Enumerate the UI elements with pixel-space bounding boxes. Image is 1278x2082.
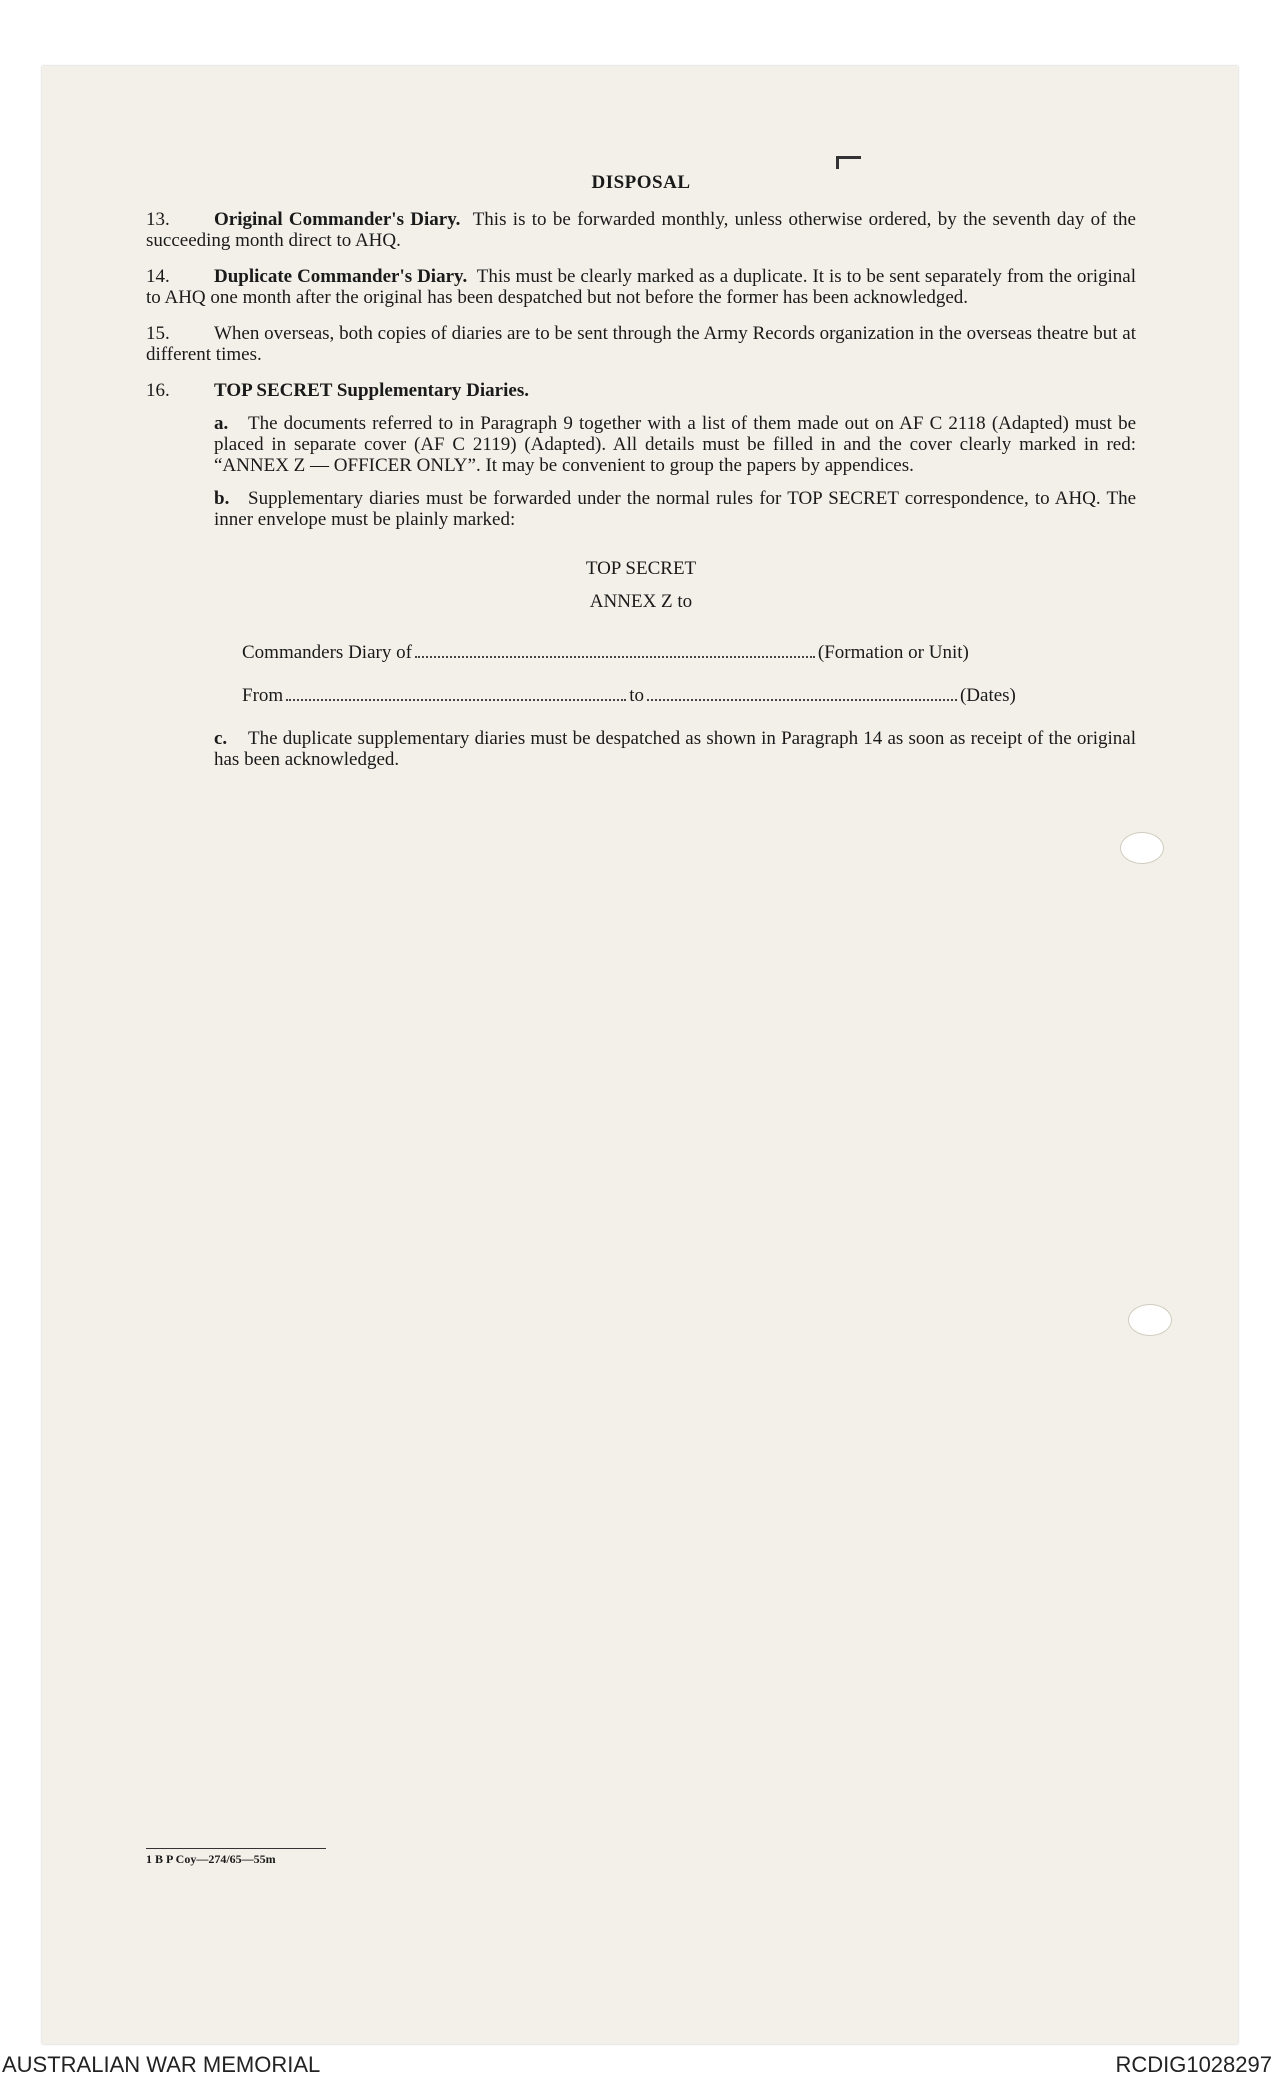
archive-caption (0, 2046, 1278, 2082)
paragraph-title: TOP SECRET Supplementary Diaries. (214, 380, 529, 401)
subparagraph-a (214, 413, 1136, 476)
marking-top-secret: TOP SECRET (585, 558, 697, 579)
paragraph-title: Duplicate Commander's Diary. (214, 266, 468, 287)
from-label: From (242, 685, 284, 706)
subparagraph-text: The duplicate supplementary diaries must be despatched as shown in Paragraph 14 as soon as receipt of the original has been acknowledged. (214, 728, 1136, 770)
punch-hole-upper (1120, 832, 1164, 864)
to-label: to (629, 685, 644, 706)
subparagraph-text: The documents referred to in Paragraph 9 together with a list of them made out on AF C 2118 (Adapted) must be placed in separate cover (AF C 2119) (Adapted). All details must be filled in and the cover clearly marked in red: “ANNEX Z — OFFICER ONLY”. It may be convenient to group the papers by appendices. (214, 413, 1136, 476)
paragraph-title: Original Commander's Diary. (214, 209, 461, 230)
paragraph-text: This must be clearly marked as a duplicate. It is to be sent separately from the original to AHQ one month after the original has been despatched but not before the former has been acknowledged. (146, 266, 1136, 308)
paragraph-15 (146, 323, 1136, 365)
paragraph-text: This is to be forwarded monthly, unless otherwise ordered, by the seventh day of the succeeding month direct to AHQ. (146, 209, 1136, 251)
subparagraph-b (214, 488, 1136, 530)
paragraph-number: 13. (146, 209, 170, 230)
paragraph-number: 14. (146, 266, 170, 287)
subparagraph-letter: c. (214, 728, 228, 749)
paragraph-text: When overseas, both copies of diaries are to be sent through the Army Records organization in the overseas theatre but at different times. (146, 323, 1136, 365)
dates-label: (Dates) (959, 685, 1016, 706)
subparagraph-letter: b. (214, 488, 230, 509)
subparagraph-text: Supplementary diaries must be forwarded under the normal rules for TOP SECRET correspondence, to AHQ. The inner envelope must be plainly marked: (214, 488, 1136, 530)
from-blank (286, 685, 626, 701)
paragraph-16 (146, 380, 1136, 401)
marking-annex-z: ANNEX Z to (589, 591, 693, 612)
paragraph-14 (146, 266, 1136, 308)
to-blank (647, 685, 957, 701)
print-code: 1 B P Coy—274/65—55m (146, 1848, 326, 1867)
institution-name: AUSTRALIAN WAR MEMORIAL (2, 2052, 321, 2077)
section-heading: DISPOSAL (591, 172, 691, 193)
dates-row (242, 685, 1136, 706)
subparagraph-letter: a. (214, 413, 229, 434)
punch-hole-lower (1128, 1304, 1172, 1336)
pen-mark (836, 156, 861, 169)
diary-of-row (242, 642, 1136, 663)
formation-label: (Formation or Unit) (817, 642, 969, 663)
diary-of-label: Commanders Diary of (242, 642, 412, 663)
document-body (146, 172, 1136, 782)
subparagraph-c (214, 728, 1136, 770)
paragraph-number: 16. (146, 380, 170, 401)
paragraph-number: 15. (146, 323, 170, 344)
record-id: RCDIG1028297 (1115, 2052, 1272, 2077)
formation-blank (415, 642, 815, 658)
paragraph-13 (146, 209, 1136, 251)
